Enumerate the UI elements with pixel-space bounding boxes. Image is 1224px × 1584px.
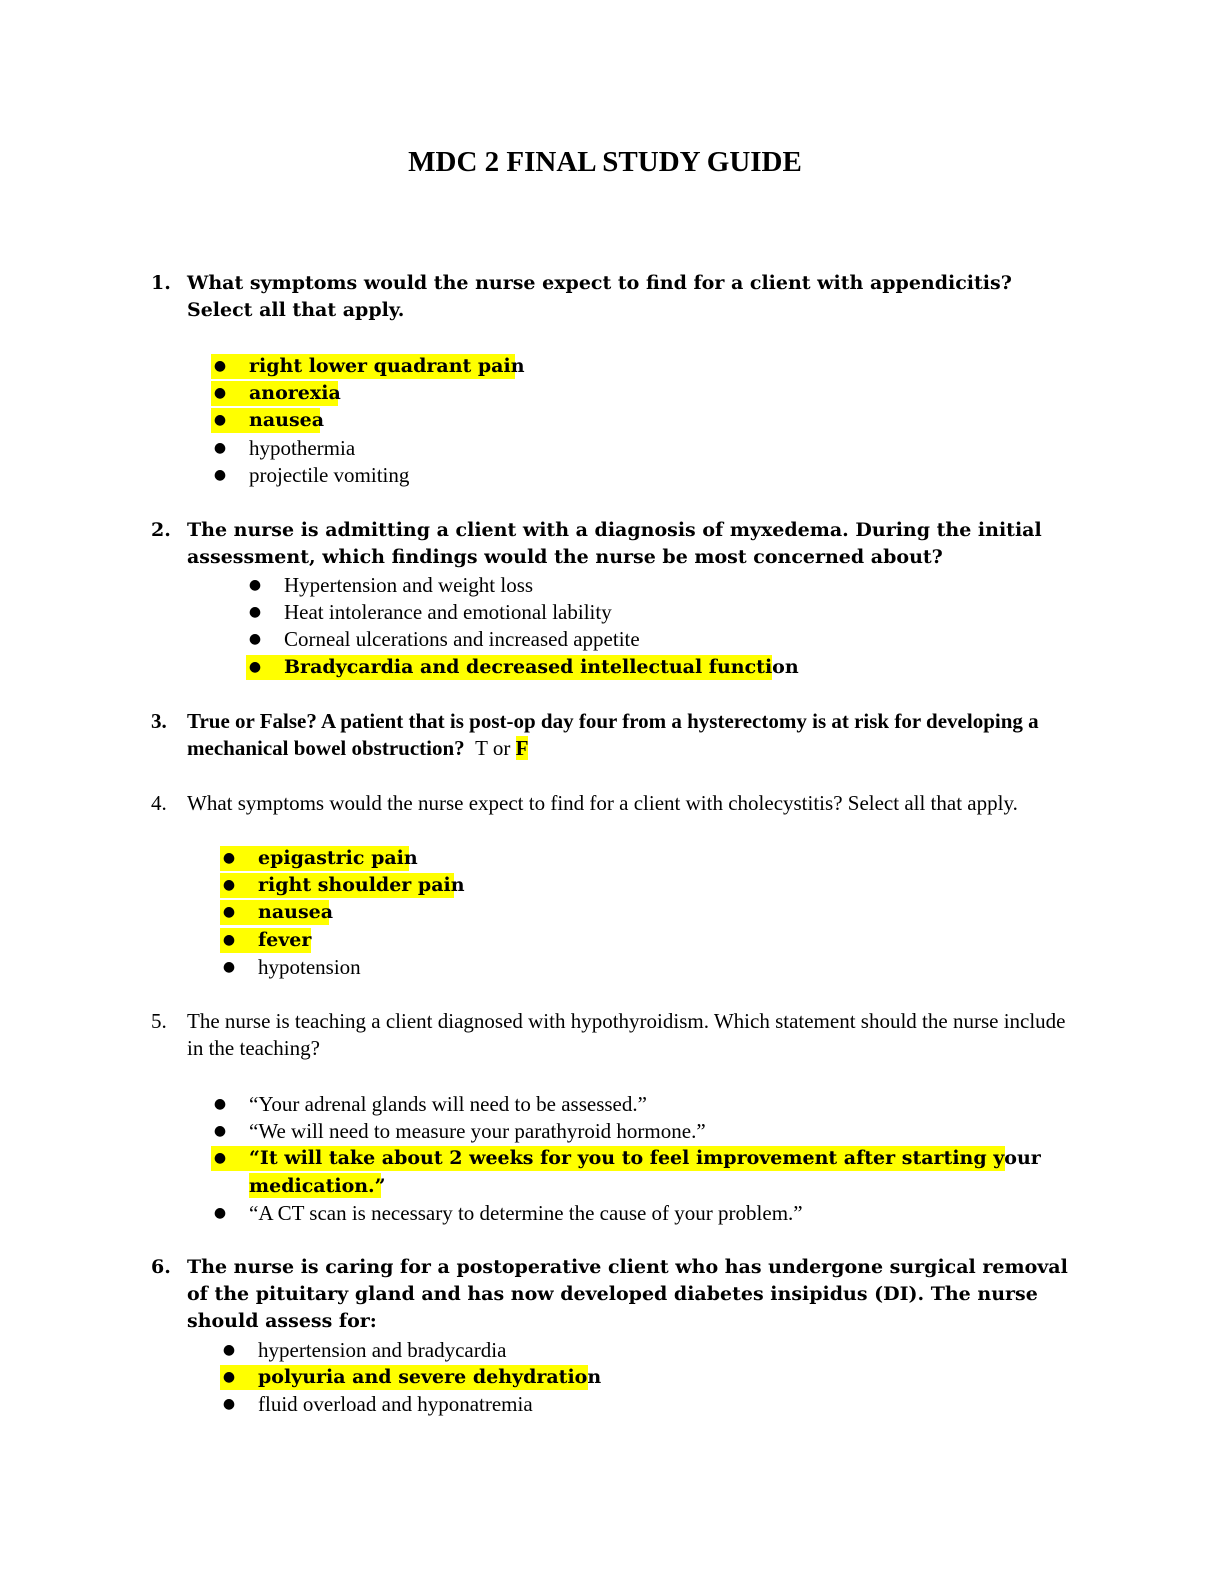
bullet-icon: ● xyxy=(213,466,227,483)
question-text: What symptoms would the nurse expect to find for a client with appendicitis? Select all that apply. xyxy=(187,272,1012,322)
bullet-icon: ● xyxy=(222,1342,236,1358)
question-5 xyxy=(151,1008,1081,1062)
question-number: 4. xyxy=(151,791,167,815)
question-4 xyxy=(151,790,1081,817)
question-number: 2. xyxy=(151,519,171,541)
bullet-icon: ● xyxy=(248,577,262,593)
bullet-icon: ● xyxy=(222,1369,236,1386)
bullet-icon: ● xyxy=(213,1123,227,1140)
question-3 xyxy=(151,708,1081,762)
false-choice: F xyxy=(515,736,529,761)
bullet-icon: ● xyxy=(213,1150,227,1167)
question-number: 6. xyxy=(151,1256,171,1278)
question-6 xyxy=(151,1254,1081,1336)
question-2 xyxy=(151,517,1081,571)
question-1 xyxy=(151,270,1081,324)
bullet-icon: ● xyxy=(213,439,227,456)
bullet-icon: ● xyxy=(213,358,227,374)
bullet-icon: ● xyxy=(222,1396,236,1413)
bullet-icon: ● xyxy=(222,904,236,921)
question-number: 1. xyxy=(151,272,171,294)
bullet-icon: ● xyxy=(248,631,262,648)
bullet-icon: ● xyxy=(213,385,227,402)
question-text: True or False? A patient that is post-op day four from a hysterectomy is at risk for developing a mechanical bowel obstruction? T or F xyxy=(187,709,1039,761)
question-number: 5. xyxy=(151,1009,167,1033)
question-text: The nurse is caring for a postoperative client who has undergone surgical removal of the pituitary gland and has now developed diabetes insipidus (DI). The nurse should assess for: xyxy=(187,1256,1068,1333)
bullet-icon: ● xyxy=(213,1096,227,1112)
question-text: The nurse is teaching a client diagnosed with hypothyroidism. Which statement should the nurse include in the teaching? xyxy=(187,1009,1066,1061)
bullet-icon: ● xyxy=(248,658,262,675)
bullet-icon: ● xyxy=(222,931,236,948)
question-text: What symptoms would the nurse expect to find for a client with cholecystitis? Select all that apply. xyxy=(187,791,1018,815)
question-text: The nurse is admitting a client with a diagnosis of myxedema. During the initial assessment, which findings would the nurse be most concerned about? xyxy=(187,519,1042,569)
true-choice: T xyxy=(475,736,488,761)
bullet-icon: ● xyxy=(213,412,227,429)
document-title: MDC 2 FINAL STUDY GUIDE xyxy=(408,146,802,178)
bullet-icon: ● xyxy=(222,877,236,894)
bullet-icon: ● xyxy=(222,850,236,866)
bullet-icon: ● xyxy=(248,604,262,621)
question-number: 3. xyxy=(151,709,167,733)
bullet-icon: ● xyxy=(213,1204,227,1221)
bullet-icon: ● xyxy=(222,958,236,975)
